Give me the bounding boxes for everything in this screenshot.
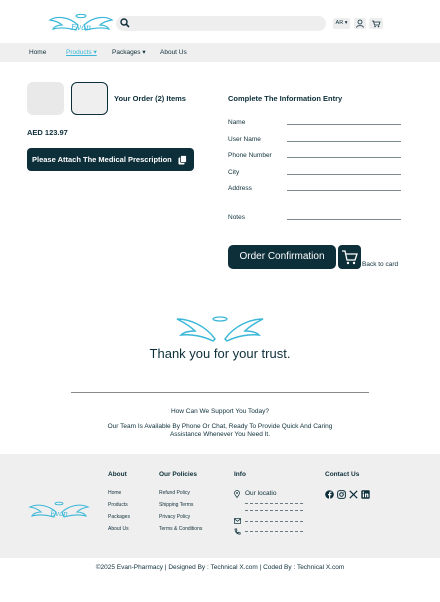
username-field[interactable] [287, 141, 401, 142]
info-placeholder-line [245, 510, 303, 511]
city-label: City [228, 169, 240, 176]
about-heading: About [108, 471, 127, 478]
policies-heading: Our Policies [159, 471, 197, 478]
location-icon [234, 490, 240, 498]
copy-icon [178, 155, 187, 165]
logo-text: Evan [70, 23, 92, 32]
nav-packages[interactable]: Packages ▾ [112, 49, 146, 56]
order-confirmation-button[interactable]: Order Confirmation [228, 245, 336, 269]
product-thumbnail[interactable] [27, 82, 64, 115]
social-links [325, 490, 370, 500]
contact-heading: Contact Us [325, 471, 360, 478]
footer-link-home[interactable]: Home [108, 490, 122, 496]
city-field[interactable] [287, 174, 401, 175]
x-icon[interactable] [349, 490, 358, 499]
mail-icon [234, 518, 241, 524]
form-title: Complete The Information Entry [228, 94, 343, 103]
search-icon[interactable] [120, 18, 130, 28]
info-heading: Info [234, 471, 246, 478]
thank-you-message: Thank you for your trust. [149, 346, 291, 361]
cart-icon[interactable] [369, 18, 383, 29]
footer-link-privacy[interactable]: Privacy Policy [159, 514, 191, 520]
footer-logo [28, 500, 90, 522]
footer-link-packages[interactable]: Packages [108, 514, 130, 520]
location-text: Our locatio [245, 490, 277, 497]
copyright-text: ©2025 Evan-Pharmacy | Designed By : Technical X.com | Coded By : Technical X.com [95, 564, 345, 571]
phone-icon [234, 528, 241, 535]
instagram-icon[interactable] [337, 490, 346, 499]
wings-logo [175, 313, 265, 345]
username-label: User Name [228, 136, 261, 143]
linkedin-icon[interactable] [361, 490, 370, 499]
language-label: AR [335, 20, 344, 26]
support-text: Our Team Is Available By Phone Or Chat, Ready To Provide Quick And Caring Assistance Whenever You Need It. [107, 423, 333, 438]
attach-prescription-label: Please Attach The Medical Prescription [32, 155, 172, 164]
nav-products[interactable]: Products ▾ [66, 49, 97, 56]
notes-field[interactable] [287, 219, 401, 220]
name-field[interactable] [287, 124, 401, 125]
support-title: How Can We Support You Today? [170, 408, 270, 415]
user-icon[interactable] [354, 18, 366, 29]
address-field[interactable] [287, 190, 401, 191]
info-placeholder-line [245, 503, 303, 504]
phone-label: Phone Number [228, 152, 272, 159]
footer-link-terms[interactable]: Terms & Conditions [159, 526, 203, 532]
footer-link-shipping[interactable]: Shipping Terms [159, 502, 194, 508]
cart-icon [338, 245, 361, 269]
phone-placeholder-line [245, 531, 303, 532]
brand-logo[interactable] [48, 12, 114, 38]
divider [71, 392, 369, 393]
facebook-icon[interactable] [325, 490, 334, 499]
footer-link-refund[interactable]: Refund Policy [159, 490, 190, 496]
order-total: AED 123.97 [27, 128, 68, 137]
language-switch[interactable]: AR ▾ [333, 18, 350, 29]
footer-logo-text: Evan [50, 510, 68, 518]
attach-prescription-button[interactable] [27, 148, 194, 171]
footer-link-products[interactable]: Products [108, 502, 128, 508]
back-to-cart-link[interactable]: Back to card [362, 261, 399, 268]
search-input[interactable] [116, 16, 326, 31]
email-placeholder-line [245, 521, 303, 522]
phone-field[interactable] [287, 157, 401, 158]
cart-button[interactable] [338, 245, 361, 269]
address-label: Address [228, 185, 252, 192]
footer-link-about[interactable]: About Us [108, 526, 129, 532]
nav-about[interactable]: About Us [160, 49, 187, 56]
name-label: Name [228, 119, 246, 126]
notes-label: Notes [228, 214, 245, 221]
product-thumbnail-selected[interactable] [71, 82, 108, 115]
nav-home[interactable]: Home [29, 49, 47, 56]
order-title: Your Order (2) Items [114, 94, 186, 103]
